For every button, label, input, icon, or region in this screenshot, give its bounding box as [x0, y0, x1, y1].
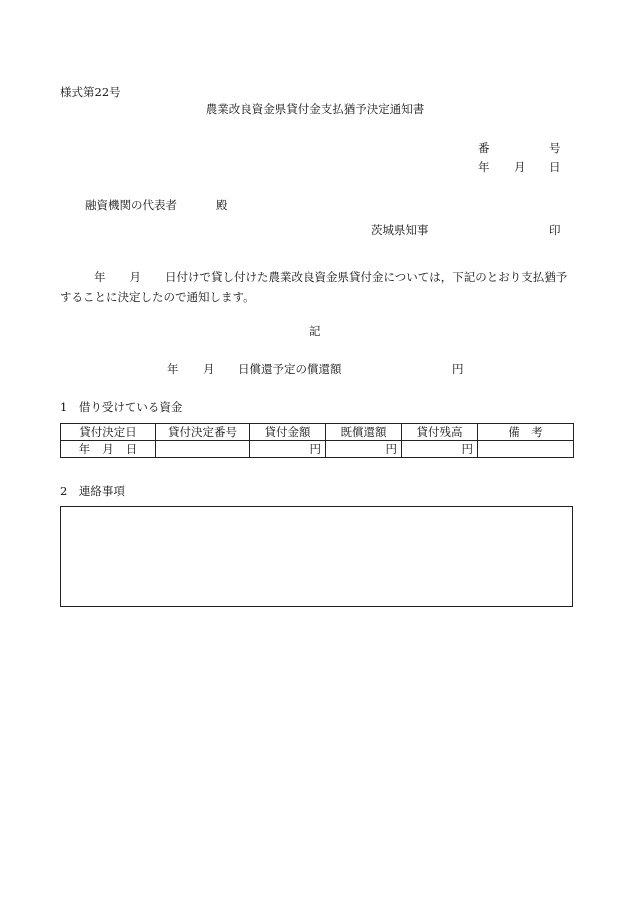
body-year: 年: [94, 270, 106, 284]
loan-decision-date-cell: [61, 441, 156, 458]
cell-day: 日: [125, 442, 138, 456]
table-row: [61, 441, 574, 458]
column-header: 既償還額: [326, 424, 402, 441]
body-paragraph: [60, 267, 576, 307]
notes-box: [60, 506, 573, 607]
sender-name: 茨城県知事: [371, 223, 429, 237]
repayment-year: 年: [167, 362, 179, 376]
repayment-month: 月: [203, 362, 215, 376]
form-number: 様式第22号: [60, 85, 121, 99]
column-header: 貸付決定番号: [156, 424, 250, 441]
repayment-label: 日償還予定の償還額: [238, 362, 342, 376]
recipient-honorific: 殿: [216, 198, 228, 212]
loan-table: [60, 423, 574, 458]
column-header: 備 考: [478, 424, 574, 441]
remarks-cell: [478, 441, 574, 458]
reference-number-suffix: 号: [549, 141, 561, 155]
ki-heading: 記: [309, 324, 321, 338]
table-header-row: [61, 424, 574, 441]
section1-heading: 1 借り受けている資金: [60, 400, 183, 414]
section2-heading: 2 連絡事項: [60, 484, 125, 498]
column-header: 貸付金額: [250, 424, 326, 441]
cell-month: 月: [102, 442, 114, 456]
column-header: 貸付決定日: [61, 424, 156, 441]
reference-number-label: 番: [478, 141, 490, 155]
date-year: 年: [478, 160, 490, 174]
date-day: 日: [549, 160, 561, 174]
loan-decision-number-cell: [156, 441, 250, 458]
date-month: 月: [514, 160, 526, 174]
repaid-amount-cell: 円: [326, 441, 402, 458]
document-title: 農業改良資金県貸付金支払猶予決定通知書: [205, 102, 425, 116]
column-header: 貸付残高: [402, 424, 478, 441]
loan-amount-cell: 円: [250, 441, 326, 458]
seal-mark: 印: [549, 223, 561, 237]
body-text: 日付けで貸し付けた農業改良資金県貸付金については，下記のとおり支払猶予することに決定したので通知します。: [60, 270, 568, 304]
loan-balance-cell: 円: [402, 441, 478, 458]
repayment-unit: 円: [452, 362, 464, 376]
body-month: 月: [129, 270, 141, 284]
recipient-name: 融資機関の代表者: [85, 198, 177, 212]
cell-year: 年: [78, 442, 91, 456]
